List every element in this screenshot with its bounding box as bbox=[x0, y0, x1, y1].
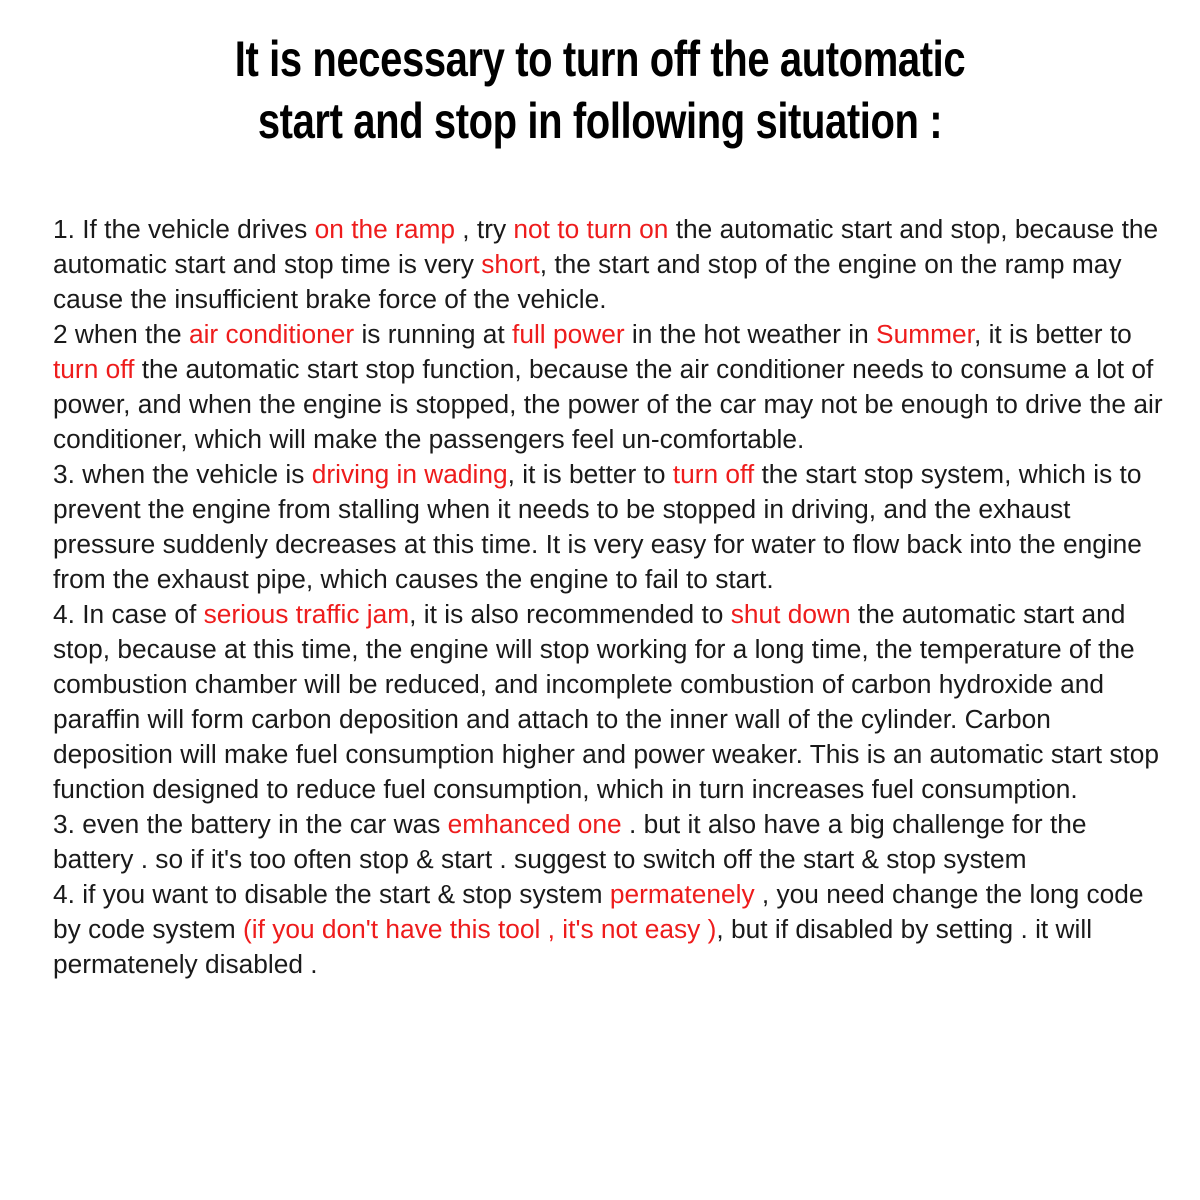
item-text: the automatic start stop function, because the air conditioner needs to consume a lot of power, and when the engine is stopped, the power of the car may not be enough to drive the air conditioner, which will make the passengers feel un-comfortable. bbox=[53, 354, 1163, 454]
highlighted-phrase: turn off bbox=[53, 354, 135, 384]
situation-list bbox=[53, 212, 1163, 982]
item-text: 4. if you want to disable the start & stop system bbox=[53, 879, 610, 909]
item-text: , the start and stop of the engine on the ramp may cause the insufficient brake force of the vehicle. bbox=[53, 249, 1122, 314]
item-text: . but it also have a big challenge for the battery . so if it's too often stop & start . suggest to switch off the start & stop system bbox=[53, 809, 1087, 874]
highlighted-phrase: on the ramp bbox=[314, 214, 455, 244]
page-title bbox=[0, 28, 1200, 152]
item-text: 3. even the battery in the car was bbox=[53, 809, 448, 839]
item-text: 1. If the vehicle drives bbox=[53, 214, 315, 244]
highlighted-phrase: not to turn on bbox=[513, 214, 669, 244]
item-text: 3. when the vehicle is bbox=[53, 459, 312, 489]
item-text: , but if disabled by setting . it will permatenely disabled . bbox=[53, 914, 1093, 979]
highlighted-phrase: driving in wading bbox=[311, 459, 508, 489]
item-text: 4. In case of bbox=[53, 599, 204, 629]
situation-item bbox=[53, 457, 1163, 597]
highlighted-phrase: emhanced one bbox=[447, 809, 622, 839]
highlighted-phrase: (if you don't have this tool , it's not easy ) bbox=[243, 914, 717, 944]
situation-item bbox=[53, 807, 1163, 877]
highlighted-phrase: serious traffic jam bbox=[203, 599, 410, 629]
situation-item bbox=[53, 317, 1163, 457]
item-text: , it is better to bbox=[507, 459, 673, 489]
situation-item bbox=[53, 212, 1163, 317]
highlighted-phrase: turn off bbox=[672, 459, 755, 489]
item-text: , you need change the long code by code system bbox=[53, 879, 1144, 944]
item-text: , it is also recommended to bbox=[409, 599, 731, 629]
highlighted-phrase: full power bbox=[512, 319, 625, 349]
highlighted-phrase: air conditioner bbox=[188, 319, 355, 349]
highlighted-phrase: permatenely bbox=[609, 879, 755, 909]
item-text: , it is better to bbox=[973, 319, 1132, 349]
situation-item bbox=[53, 597, 1163, 807]
item-text: the automatic start and stop, because the automatic start and stop time is very bbox=[53, 214, 1159, 279]
item-text: the start stop system, which is to prevent the engine from stalling when it needs to be stopped in driving, and the exhaust pressure suddenly decreases at this time. It is very easy for water to flow back into the engine from the exhaust pipe, which causes the engine to fail to start. bbox=[53, 459, 1142, 594]
item-text: 2 when the bbox=[53, 319, 189, 349]
highlighted-phrase: Summer bbox=[876, 319, 974, 349]
title-line-2: start and stop in following situation : bbox=[257, 93, 943, 149]
item-text: in the hot weather in bbox=[624, 319, 877, 349]
item-text: , try bbox=[454, 214, 514, 244]
highlighted-phrase: shut down bbox=[730, 599, 851, 629]
item-text: the automatic start and stop, because at this time, the engine will stop working for a long time, the temperature of the combustion chamber will be reduced, and incomplete combustion of carbon hydroxide and paraffin will form carbon deposition and attach to the inner wall of the cylinder. Carbon deposition will make fuel consumption higher and power weaker. This is an automatic start stop function designed to reduce fuel consumption, which in turn increases fuel consumption. bbox=[53, 599, 1160, 804]
title-line-1: It is necessary to turn off the automatic bbox=[234, 31, 966, 87]
item-text: is running at bbox=[354, 319, 513, 349]
situation-item bbox=[53, 877, 1163, 982]
highlighted-phrase: short bbox=[481, 249, 540, 279]
